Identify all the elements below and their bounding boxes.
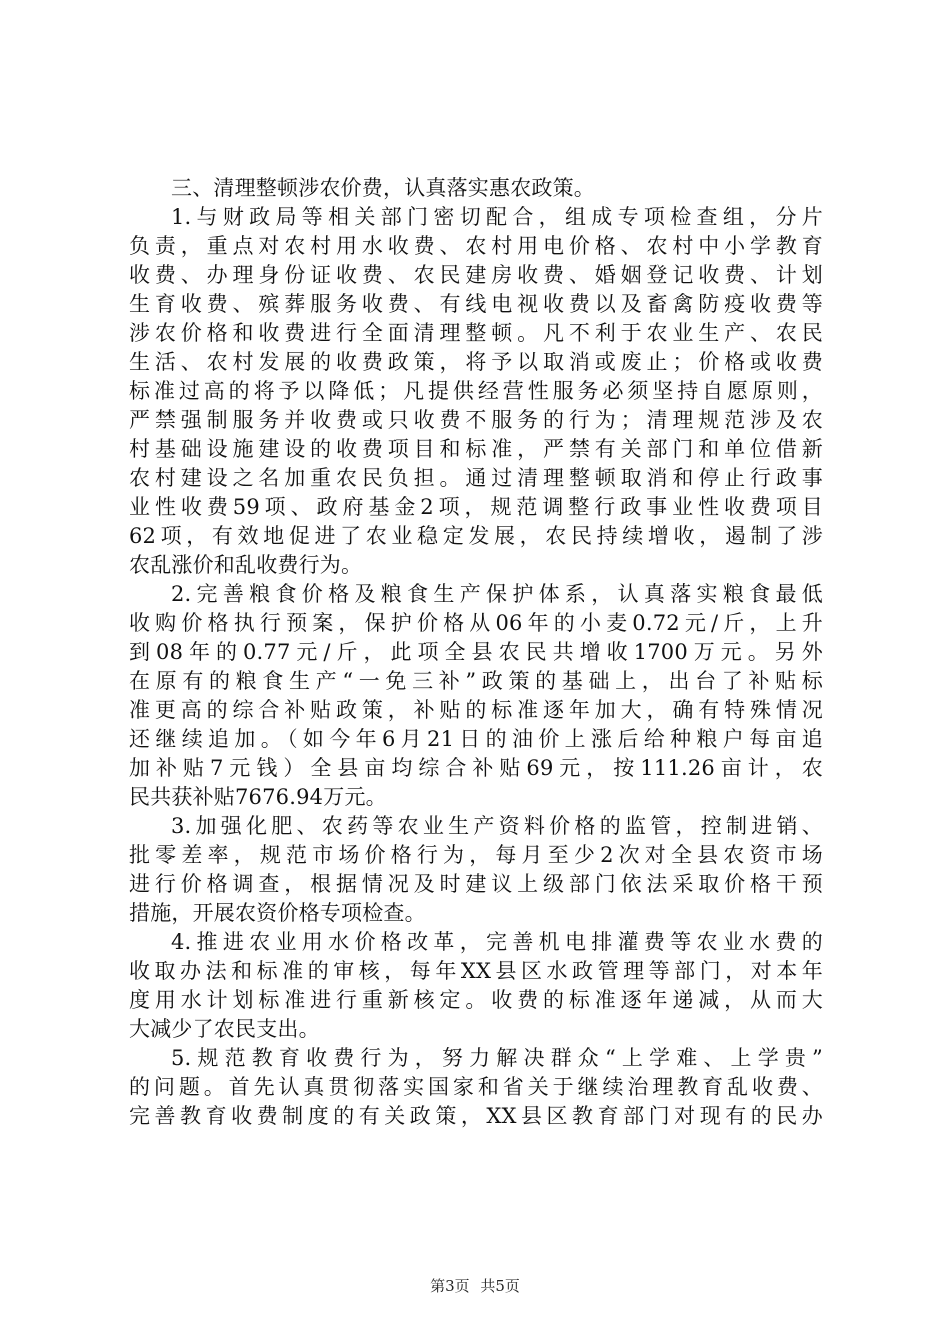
text-line: 的问题。首先认真贯彻落实国家和省关于继续治理教育乱收费、 <box>129 1075 823 1099</box>
text-line: 2.完善粮食价格及粮食生产保护体系，认真落实粮食最低 <box>171 582 823 606</box>
text-line: 完善教育收费制度的有关政策，XX县区教育部门对现有的民办 <box>129 1104 823 1128</box>
text-line: 5.规范教育收费行为，努力解决群众“上学难、上学贵” <box>171 1046 823 1070</box>
text-line: 三、清理整顿涉农价费，认真落实惠农政策。 <box>171 176 595 200</box>
text-line: 大减少了农民支出。 <box>129 1017 320 1041</box>
text-line: 批零差率，规范市场价格行为，每月至少2次对全县农资市场 <box>129 843 823 867</box>
text-line: 业性收费59项、政府基金2项，规范调整行政事业性收费项目 <box>129 495 823 519</box>
text-line: 1.与财政局等相关部门密切配合，组成专项检查组，分片 <box>171 205 823 229</box>
text-line: 村基础设施建设的收费项目和标准，严禁有关部门和单位借新 <box>129 437 823 461</box>
text-line: 收取办法和标准的审核，每年XX县区水政管理等部门，对本年 <box>129 959 823 983</box>
text-line: 生育收费、殡葬服务收费、有线电视收费以及畜禽防疫收费等 <box>129 292 823 316</box>
page-footer <box>0 1276 950 1296</box>
text-line: 还继续追加。（如今年6月21日的油价上涨后给种粮户每亩追 <box>129 727 823 751</box>
text-line: 生活、农村发展的收费政策，将予以取消或废止；价格或收费 <box>129 350 823 374</box>
text-line: 3.加强化肥、农药等农业生产资料价格的监管，控制进销、 <box>171 814 823 838</box>
document-body <box>129 174 823 1131</box>
text-line: 措施，开展农资价格专项检查。 <box>129 901 426 925</box>
text-line: 度用水计划标准进行重新核定。收费的标准逐年递减，从而大 <box>129 988 823 1012</box>
text-line: 农村建设之名加重农民负担。通过清理整顿取消和停止行政事 <box>129 466 823 490</box>
page-total: 共5页 <box>480 1277 520 1295</box>
text-line: 农乱涨价和乱收费行为。 <box>129 553 363 577</box>
text-line: 加补贴7元钱）全县亩均综合补贴69元，按111.26亩计，农 <box>129 756 823 780</box>
text-line: 收费、办理身份证收费、农民建房收费、婚姻登记收费、计划 <box>129 263 823 287</box>
text-line: 准更高的综合补贴政策，补贴的标准逐年加大，确有特殊情况 <box>129 698 823 722</box>
text-line: 标准过高的将予以降低；凡提供经营性服务必须坚持自愿原则， <box>129 379 823 403</box>
page-number: 第3页 <box>430 1277 470 1295</box>
text-line: 4.推进农业用水价格改革，完善机电排灌费等农业水费的 <box>171 930 823 954</box>
text-line: 民共获补贴7676.94万元。 <box>129 785 387 809</box>
text-line: 进行价格调查，根据情况及时建议上级部门依法采取价格干预 <box>129 872 823 896</box>
text-line: 62项，有效地促进了农业稳定发展，农民持续增收，遏制了涉 <box>129 524 823 548</box>
text-line: 在原有的粮食生产“一免三补”政策的基础上，出台了补贴标 <box>129 669 823 693</box>
text-line: 负责，重点对农村用水收费、农村用电价格、农村中小学教育 <box>129 234 823 258</box>
text-line: 到08年的0.77元/斤，此项全县农民共增收1700万元。另外 <box>129 640 823 664</box>
text-line: 收购价格执行预案，保护价格从06年的小麦0.72元/斤，上升 <box>129 611 823 635</box>
text-line: 严禁强制服务并收费或只收费不服务的行为；清理规范涉及农 <box>129 408 823 432</box>
text-line: 涉农价格和收费进行全面清理整顿。凡不利于农业生产、农民 <box>129 321 823 345</box>
